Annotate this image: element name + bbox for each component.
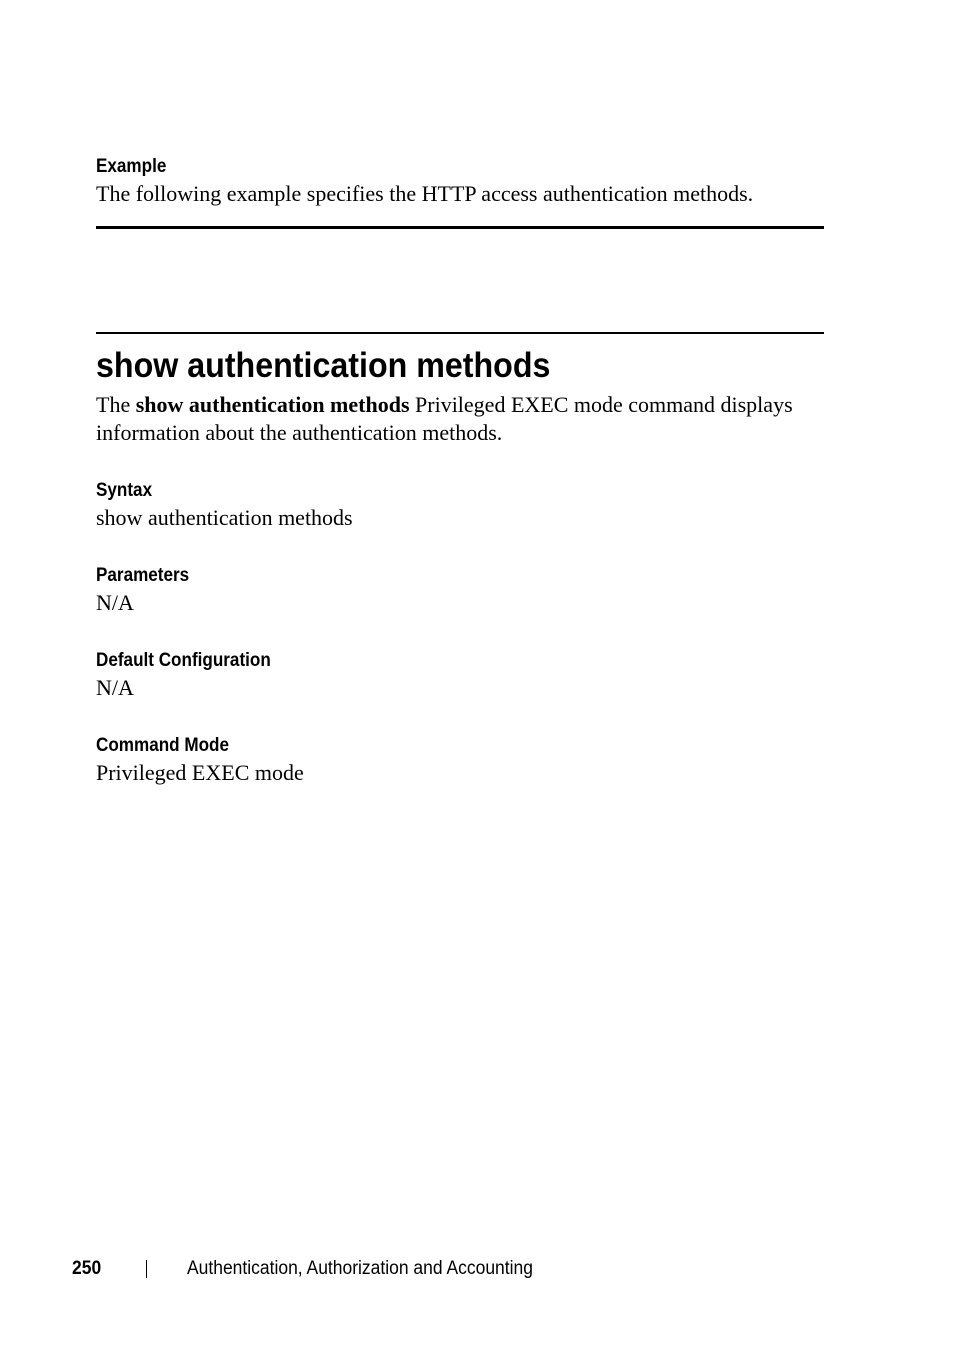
parameters-text: N/A	[96, 590, 134, 615]
syntax-heading: Syntax	[96, 480, 153, 501]
default-configuration-text: N/A	[96, 675, 134, 700]
command-mode-text: Privileged EXEC mode	[96, 760, 304, 785]
intro-line-2: information about the authentication methods.	[96, 420, 503, 445]
intro-line1-rest: Privileged EXEC mode command displays	[409, 392, 793, 417]
footer-chapter-title: Authentication, Authorization and Accounting	[187, 1258, 533, 1279]
page-title: show authentication methods	[96, 346, 551, 385]
command-mode-heading: Command Mode	[96, 735, 230, 756]
section-end-rule	[96, 226, 824, 229]
page-number: 250	[72, 1258, 102, 1279]
section-start-rule	[96, 332, 824, 334]
parameters-heading: Parameters	[96, 565, 190, 586]
example-heading: Example	[96, 156, 167, 177]
syntax-text: show authentication methods	[96, 505, 353, 530]
default-configuration-heading: Default Configuration	[96, 650, 271, 671]
footer-separator	[146, 1260, 147, 1278]
intro-command: show authentication methods	[135, 392, 410, 417]
intro-prefix: The	[96, 392, 136, 417]
example-text: The following example specifies the HTTP access authentication methods.	[96, 181, 754, 206]
intro-line-1	[96, 391, 793, 419]
